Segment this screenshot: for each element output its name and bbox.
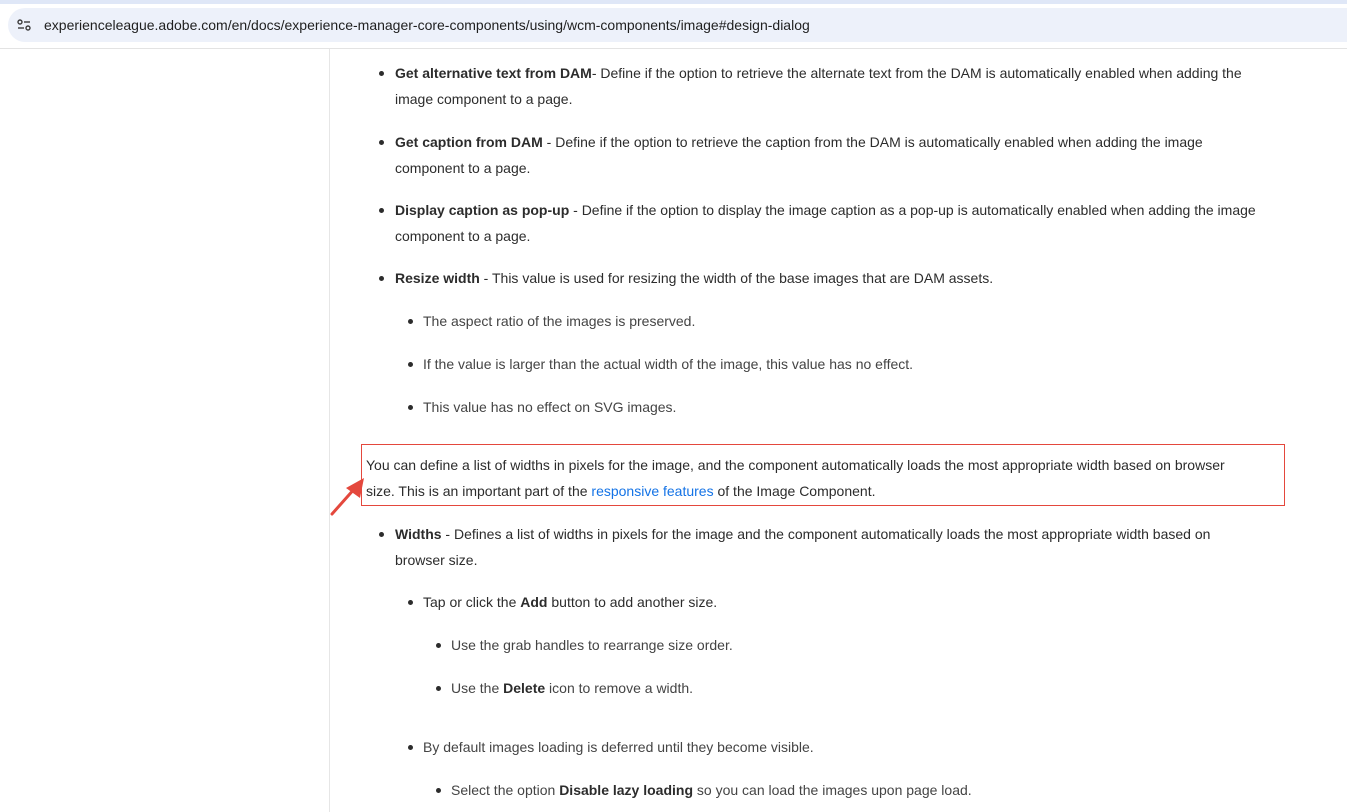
delete-text-end: icon to remove a width.: [545, 680, 694, 696]
bullet-dot: [436, 643, 441, 648]
bullet-dot: [379, 276, 384, 281]
tune-icon[interactable]: [16, 17, 32, 33]
list-item: [395, 521, 1295, 573]
term-description: - Define if the option to retrieve the alternate text from the DAM is automatically enabled when adding the: [591, 65, 1242, 81]
term-description-cont: component to a page.: [395, 228, 531, 244]
browser-toolbar: [0, 4, 1347, 49]
address-bar[interactable]: [8, 8, 1347, 42]
sub-list-item: This value has no effect on SVG images.: [423, 399, 677, 415]
bullet-dot: [436, 686, 441, 691]
callout-line-2: size. This is an important part of the: [366, 483, 592, 499]
term-description-cont: browser size.: [395, 552, 478, 568]
term-description: - Defines a list of widths in pixels for the image and the component automatically loads the most appropriate width based on: [441, 526, 1211, 542]
list-item: [395, 265, 1295, 291]
url-text[interactable]: experienceleague.adobe.com/en/docs/experience-manager-core-components/using/wcm-components/image#design-dialog: [44, 17, 810, 33]
annotation-arrow-icon: [326, 476, 368, 520]
select-text: Select the option: [451, 782, 560, 798]
sub-sub-list-item: [451, 777, 972, 803]
bullet-dot: [379, 532, 384, 537]
sub-sub-list-item: Use the grab handles to rearrange size order.: [451, 637, 733, 653]
sub-list-item: If the value is larger than the actual width of the image, this value has no effect.: [423, 356, 914, 372]
term-label: Widths: [395, 526, 442, 542]
left-navigation: [0, 49, 330, 812]
delete-label: Delete: [503, 680, 546, 696]
term-label: Get caption from DAM: [395, 134, 543, 150]
term-description: - This value is used for resizing the width of the base images that are DAM assets.: [479, 270, 994, 286]
term-description-cont: image component to a page.: [395, 91, 573, 107]
callout-line-1: You can define a list of widths in pixels for the image, and the component automatically loads the most appropriate width based on browser: [366, 457, 1225, 473]
bullet-dot: [379, 140, 384, 145]
tap-text-end: button to add another size.: [547, 594, 718, 610]
bullet-dot: [408, 319, 413, 324]
callout-paragraph: [366, 452, 1281, 504]
callout-line-2-end: of the Image Component.: [713, 483, 876, 499]
term-label: Display caption as pop-up: [395, 202, 570, 218]
sub-list-item: The aspect ratio of the images is preserved.: [423, 313, 696, 329]
bullet-dot: [379, 208, 384, 213]
term-description-cont: component to a page.: [395, 160, 531, 176]
sub-sub-list-item: [451, 675, 693, 701]
bullet-dot: [408, 362, 413, 367]
bullet-dot: [408, 745, 413, 750]
disable-lazy-loading-label: Disable lazy loading: [559, 782, 694, 798]
bullet-dot: [436, 788, 441, 793]
add-label: Add: [520, 594, 548, 610]
delete-text: Use the: [451, 680, 504, 696]
bullet-dot: [408, 600, 413, 605]
term-description: - Define if the option to display the image caption as a pop-up is automatically enabled when adding the image: [569, 202, 1256, 218]
term-description: - Define if the option to retrieve the caption from the DAM is automatically enabled when adding the image: [542, 134, 1203, 150]
responsive-features-link[interactable]: responsive features: [591, 483, 714, 499]
bullet-dot: [408, 405, 413, 410]
list-item: [395, 129, 1295, 181]
list-item: [395, 197, 1295, 249]
sub-list-item: By default images loading is deferred until they become visible.: [423, 739, 814, 755]
select-text-end: so you can load the images upon page load.: [693, 782, 972, 798]
term-label: Resize width: [395, 270, 480, 286]
sub-list-item: [423, 589, 717, 615]
term-label: Get alternative text from DAM: [395, 65, 592, 81]
tap-text: Tap or click the: [423, 594, 521, 610]
list-item: [395, 60, 1295, 112]
bullet-dot: [379, 71, 384, 76]
